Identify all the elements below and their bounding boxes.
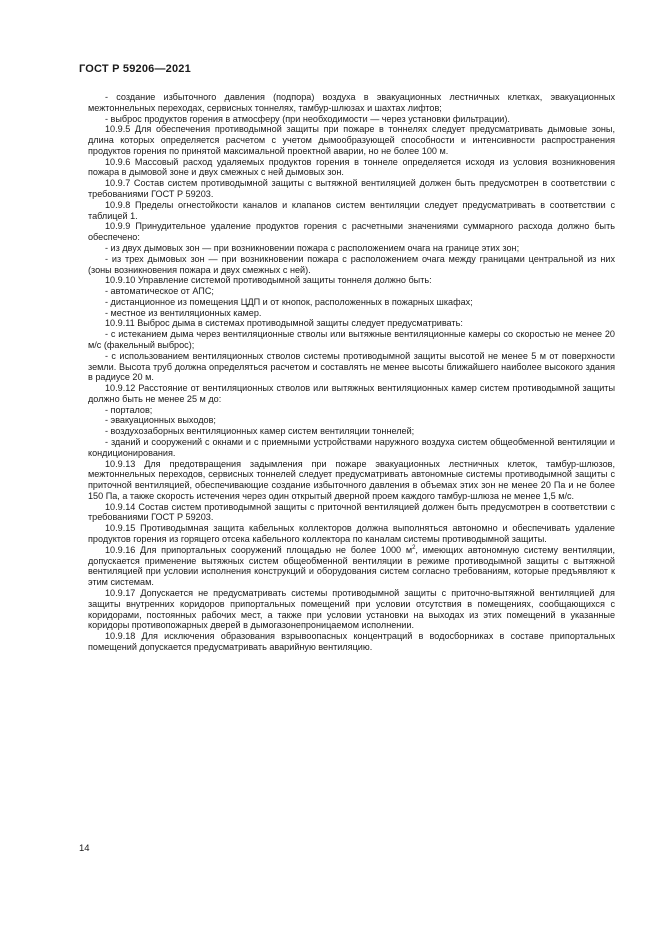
paragraph-text: 10.9.16 Для припортальных сооружений площадью не более 1000 м [105, 544, 413, 555]
page-number: 14 [79, 843, 90, 854]
paragraph: - зданий и сооружений с окнами и с приемными устройствами наружного воздуха систем общеобменной вентиляции и кондиционирования. [88, 437, 615, 458]
paragraph: 10.9.17 Допускается не предусматривать системы противодымной защиты с приточно-вытяжной вентиляцией для защиты внутренних коридоров припортальных помещений при условии отсутствия в помещениях, сообщающихся с коридорами, постоянных рабочих мест, а также при условии установки на выходах из этих помещений в указанные коридоры противопожарных дверей в дымогазонепроницаемом исполнении. [88, 587, 615, 631]
paragraph: 10.9.6 Массовый расход удаляемых продуктов горения в тоннеле определяется исходя из условия возникновения пожара в дымовой зоне и двух смежных с ней дымовых зон. [88, 156, 615, 178]
paragraph: 10.9.12 Расстояние от вентиляционных стволов или вытяжных вентиляционных камер систем противодымной защиты должно быть не менее 25 м до: [88, 383, 615, 404]
paragraph: 10.9.14 Состав систем противодымной защиты с приточной вентиляцией должен быть предусмотрен в соответствии с требованиями ГОСТ Р 59203. [88, 501, 615, 523]
paragraph: 10.9.8 Пределы огнестойкости каналов и клапанов систем вентиляции следует предусматривать в соответствии с таблицей 1. [88, 199, 615, 221]
paragraph: - из трех дымовых зон — при возникновении пожара с расположением очага между границами центральной из них (зоны возникновения пожара и двух смежных с ней). [88, 253, 615, 275]
document-header: ГОСТ Р 59206—2021 [79, 63, 191, 75]
paragraph: - с истеканием дыма через вентиляционные стволы или вытяжные вентиляционные камеры со скоростью не менее 20 м/с (факельный выброс); [88, 329, 615, 350]
paragraph: - автоматическое от АПС; [105, 286, 214, 297]
paragraph: 10.9.11 Выброс дыма в системах противодымной защиты следует предусматривать: [105, 318, 463, 329]
paragraph: - эвакуационных выходов; [105, 415, 216, 426]
superscript: 2 [412, 544, 416, 551]
document-body [88, 92, 615, 653]
paragraph: 10.9.9 Принудительное удаление продуктов горения с расчетными значениями суммарного расхода должно быть обеспечено: [88, 221, 615, 243]
paragraph: 10.9.10 Управление системой противодымной защиты тоннеля должно быть: [105, 275, 432, 286]
paragraph: 10.9.18 Для исключения образования взрывоопасных концентраций в водосборниках в составе припортальных помещений допускается предусматривать аварийную вентиляцию. [88, 631, 615, 652]
paragraph: 10.9.15 Противодымная защита кабельных коллекторов должна выполняться автономно и обеспечивать удаление продуктов горения из горящего отсека кабельного коллектора по каналам системы противодымной защиты. [88, 523, 615, 545]
paragraph-10-9-16 [88, 545, 615, 588]
paragraph: - выброс продуктов горения в атмосферу (при необходимости — через установки фильтрации). [105, 113, 510, 124]
paragraph: - из двух дымовых зон — при возникновении пожара с расположением очага на границе этих зон; [105, 242, 520, 253]
paragraph: 10.9.5 Для обеспечения противодымной защиты при пожаре в тоннелях следует предусматривать дымовые зоны, длина которых определяется расчетом с учетом дымообразующей способности и интенсивности распространения продуктов горения по принятой максимальной проектной аварии, но не более 100 м. [88, 124, 615, 156]
paragraph: 10.9.13 Для предотвращения задымления при пожаре эвакуационных лестничных клеток, тамбур-шлюзов, межтоннельных переходов, сервисных тоннелей следует предусматривать автономные системы противодымной защиты с приточной вентиляцией, обеспечивающие создание избыточного давления в объемах этих зон не менее 20 Па и не более 150 Па, а также скорость истечения через один открытый дверной проем каждого тамбур-шлюза не менее 1,5 м/с. [88, 458, 615, 501]
paragraph: - дистанционное из помещения ЦДП и от кнопок, расположенных в пожарных шкафах; [105, 296, 473, 307]
paragraph: 10.9.7 Состав систем противодымной защиты с вытяжной вентиляцией должен быть предусмотрен в соответствии с требованиями ГОСТ Р 59203. [88, 178, 615, 200]
paragraph: - местное из вентиляционных камер. [105, 307, 262, 318]
paragraph: - создание избыточного давления (подпора) воздуха в эвакуационных лестничных клетках, эвакуационных межтоннельных переходах, сервисных тоннелях, тамбур-шлюзах и шахтах лифтов; [88, 92, 615, 113]
paragraph: - воздухозаборных вентиляционных камер систем вентиляции тоннелей; [105, 426, 415, 437]
paragraph: - с использованием вентиляционных стволов системы противодымной защиты высотой не менее 5 м от поверхности земли. Высота труб должна определяться расчетом и составлять не менее высоты ближайшего наиболее высокого здания в радиусе 20 м. [88, 350, 615, 383]
paragraph-text: , имеющих автономную систему вентиляции, допускается применение вытяжных систем общеобменной вентиляции в режиме противодымной защиты с вытяжной вентиляцией при условии исполнения конструкций и оборудования систем согласно требованиям, которые предъявляют к этим системам. [88, 544, 615, 588]
paragraph: - порталов; [105, 404, 153, 415]
